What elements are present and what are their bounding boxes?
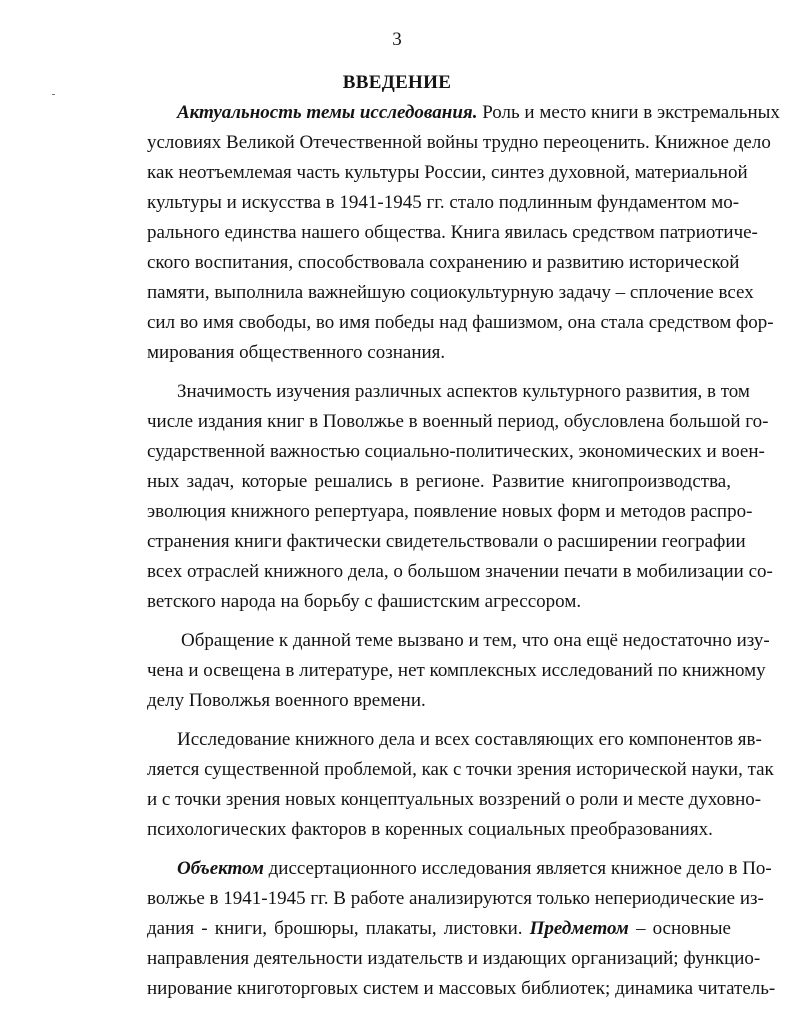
text-line: культуры и искусства в 1941-1945 гг. стало подлинным фундаментом мо- xyxy=(147,192,740,213)
text-line: Объектом диссертационного исследования является книжное дело в По- xyxy=(177,858,772,879)
text-line: рального единства нашего общества. Книга явилась средством патриотиче- xyxy=(147,222,758,243)
text-line: числе издания книг в Поволжье в военный период, обусловлена большой го- xyxy=(147,411,769,432)
text-line: как неотъемлемая часть культуры России, синтез духовной, материальной xyxy=(147,162,748,183)
text-line: чена и освещена в литературе, нет комплексных исследований по книжному xyxy=(147,660,766,681)
text-line: мирования общественного сознания. xyxy=(147,342,446,363)
inline-lead: Предметом xyxy=(529,918,629,939)
text-line: странения книги фактически свидетельствовали о расширении географии xyxy=(147,531,746,552)
text-line: памяти, выполнила важнейшую социокультурную задачу – сплочение всех xyxy=(147,282,754,303)
text-line: Значимость изучения различных аспектов культурного развития, в том xyxy=(177,381,750,402)
page-title: ВВЕДЕНИЕ xyxy=(342,72,452,93)
paragraph-relevance xyxy=(147,98,780,368)
text-line: психологических факторов в коренных социальных преобразованиях. xyxy=(147,819,713,840)
text-line: дания - книги, брошюры, плакаты, листовки. Предметом – основные xyxy=(147,918,731,939)
text-line: ляется существенной проблемой, как с точки зрения исторической науки, так xyxy=(147,759,774,780)
text-line: всех отраслей книжного дела, о большом значении печати в мобилизации со- xyxy=(147,561,773,582)
text-line: Исследование книжного дела и всех составляющих его компонентов яв- xyxy=(177,729,762,750)
page-number: 3 xyxy=(392,29,402,50)
body-text xyxy=(147,98,780,1004)
text-line: волжье в 1941-1945 гг. В работе анализируются только непериодические из- xyxy=(147,888,764,909)
paragraph-lead: Объектом xyxy=(177,858,264,879)
paragraph-lead: Актуальность темы исследования. xyxy=(177,102,478,123)
text-line: Актуальность темы исследования. Роль и место книги в экстремальных xyxy=(177,102,780,123)
text-line: ных задач, которые решались в регионе. Развитие книгопроизводства, xyxy=(147,471,731,492)
text-line: и с точки зрения новых концептуальных воззрений о роли и месте духовно- xyxy=(147,789,762,810)
text-line: направления деятельности издательств и издающих организаций; функцио- xyxy=(147,948,761,969)
text-line: сударственной важностью социально-политических, экономических и воен- xyxy=(147,441,765,462)
text-line: нирование книготорговых систем и массовых библиотек; динамика читатель- xyxy=(147,978,776,999)
text-line: условиях Великой Отечественной войны трудно переоценить. Книжное дело xyxy=(147,132,771,153)
text-line: ского воспитания, способствовала сохранению и развитию исторической xyxy=(147,252,740,273)
text-line: делу Поволжья военного времени. xyxy=(147,690,426,711)
paragraph-object-subject xyxy=(147,854,776,1004)
paragraph-research-problem xyxy=(147,725,774,845)
paragraph-motivation xyxy=(147,626,770,716)
text-line: ветского народа на борьбу с фашистским агрессором. xyxy=(147,591,582,612)
text-line: Обращение к данной теме вызвано и тем, что она ещё недостаточно изу- xyxy=(181,630,770,651)
paragraph-significance xyxy=(147,377,773,617)
text-line: эволюция книжного репертуара, появление новых форм и методов распро- xyxy=(147,501,753,522)
text-line: сил во имя свободы, во имя победы над фашизмом, она стала средством фор- xyxy=(147,312,774,333)
